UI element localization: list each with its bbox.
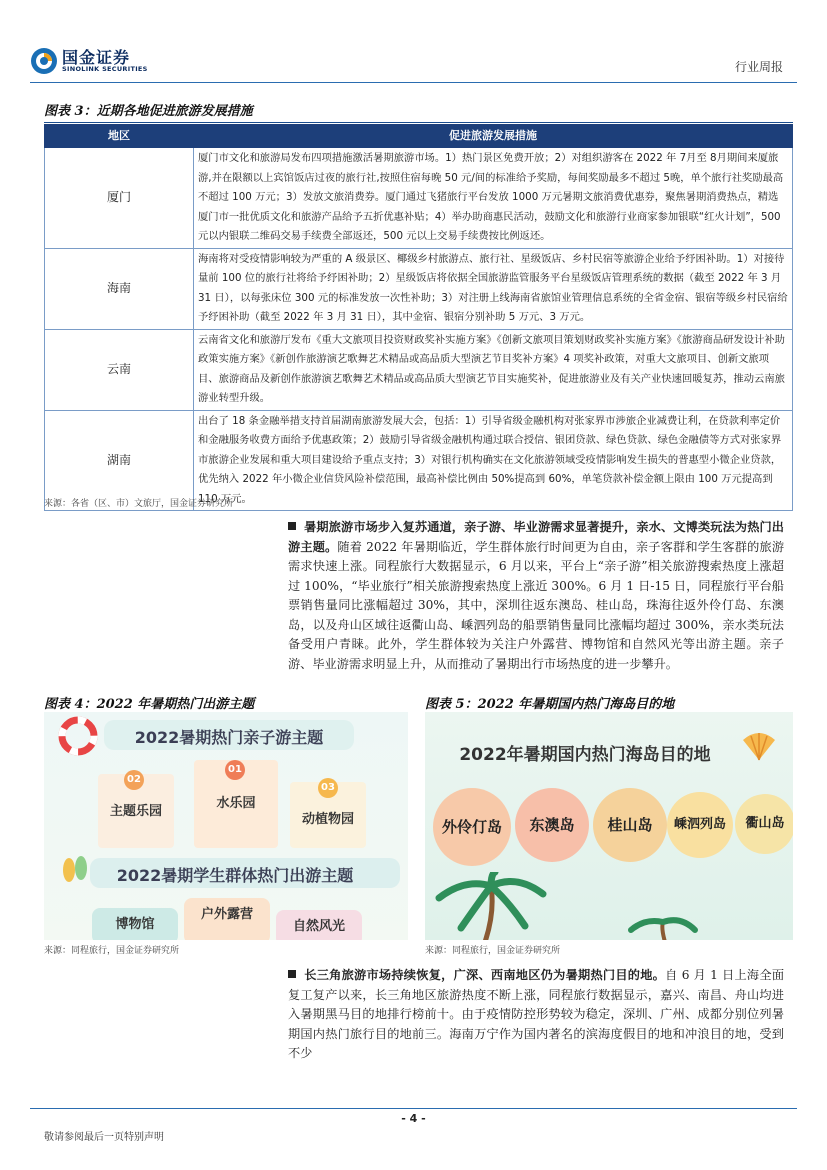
region-cell: 厦门	[45, 148, 194, 249]
island-bubble: 嵊泗列岛	[667, 792, 733, 858]
bullet-icon	[288, 522, 296, 530]
banner-islands-title: 2022年暑期国内热门海岛目的地	[459, 745, 711, 765]
figure4-image	[44, 712, 408, 940]
student-theme-card: 户外露营	[184, 898, 270, 940]
rank-badge: 01	[225, 760, 245, 780]
header-divider	[30, 82, 797, 83]
table-row	[45, 148, 793, 249]
bullet-icon	[288, 970, 296, 978]
footer-divider	[30, 1108, 797, 1109]
figure4-title: 图表 4：2022 年暑期热门出游主题	[44, 693, 408, 716]
table-header-row	[45, 125, 793, 148]
island-bubble: 东澳岛	[515, 788, 589, 862]
region-cell: 海南	[45, 248, 194, 329]
logo-text-en: SINOLINK SECURITIES	[62, 65, 148, 73]
paragraph-lead: 暑期旅游市场步入复苏通道，亲子游、毕业游需求显著提升，亲水、文博类玩法为热门出游主题。	[288, 520, 784, 554]
page-number: - 4 -	[401, 1112, 426, 1125]
paragraph-destinations	[288, 966, 784, 1064]
column-header-measures: 促进旅游发展措施	[194, 125, 793, 148]
region-cell: 湖南	[45, 410, 194, 511]
region-cell: 云南	[45, 329, 194, 410]
theme-label: 主题乐园	[109, 804, 162, 819]
figure4-source: 来源：同程旅行，国金证券研究所	[44, 946, 180, 956]
page-header	[0, 0, 827, 90]
paragraph-lead: 长三角旅游市场持续恢复，广深、西南地区仍为暑期热门目的地。	[304, 968, 666, 982]
table-row	[45, 329, 793, 410]
paragraph-summer-recovery	[288, 518, 784, 674]
figure3-title: 图表 3：近期各地促进旅游发展措施	[44, 100, 793, 123]
measures-cell: 云南省文化和旅游厅发布《重大文旅项目投资财政奖补实施方案》《创新文旅项目策划财政奖补实施方案》《旅游商品研发设计补助政策实施方案》《新创作旅游演艺歌舞艺术精品或高品质大型演艺节目奖补方案》4 项奖补政策，对重大文旅项目、创新文旅项目、旅游商品及新创作旅游演艺歌舞艺术精品或高品质大型演艺节目实施奖补，促进旅游业及有关产业快速回暖复苏，推动云南旅游业转型升级。	[194, 329, 793, 410]
flip-flops-icon	[58, 852, 92, 886]
lifebuoy-icon	[58, 716, 98, 756]
table-row	[45, 248, 793, 329]
policy-table	[44, 124, 793, 511]
paragraph-body: 随着 2022 年暑期临近，学生群体旅行时间更为自由，亲子客群和学生客群的旅游需求快速上涨。同程旅行大数据显示，6 月以来，平台上“亲子游”相关旅游搜索热度上涨超过 100%，“毕业旅行”相关旅游搜索热度上涨近 300%。6 月 1 日-15 日，同程旅行平台船票销售量同比涨幅超过 30%，其中，深圳往返东澳岛、桂山岛，珠海往返外伶仃岛、东澳岛，以及舟山区域往返衢山岛、嵊泗列岛的船票销售量同比涨幅均超过 300%，亲水类玩法备受用户青睐。此外，学生群体较为关注户外露营、博物馆和自然风光等出游主题。亲子游、毕业游需求明显上升，从而推动了暑期出行市场热度的进一步攀升。	[288, 539, 785, 671]
disclaimer-note: 敬请参阅最后一页特别声明	[44, 1132, 164, 1143]
figure3-source: 来源：各省（区、市）文旅厅，国金证券研究所	[44, 499, 234, 509]
student-theme-card: 自然风光	[276, 910, 362, 940]
theme-label: 动植物园	[301, 812, 354, 827]
theme-label: 水乐园	[216, 796, 256, 811]
rank-badge: 03	[318, 778, 338, 798]
logo-text-cn: 国金证券	[62, 48, 131, 67]
figure5-image	[425, 712, 793, 940]
rank-badge: 02	[124, 770, 144, 790]
measures-cell: 出台了 18 条金融举措支持首届湖南旅游发展大会，包括：1）引导省级金融机构对张家界市涉旅企业减费让利，在贷款利率定价和金融服务收费方面给予优惠政策；2）鼓励引导省级金融机构通过联合授信、银团贷款、绿色贷款、绿色金融债等方式对张家界市旅游企业发展和重大项目建设给予重点支持；3）对银行机构确实在文化旅游领域受疫情影响发生损失的普惠型小微企业贷款，优先纳入 2022 年小微企业信贷风险补偿范围，最高补偿比例由 50%提高到 60%，单笔贷款补偿金额上限由 100 万元提高到 110 万元。	[194, 410, 793, 511]
island-bubble: 外伶仃岛	[433, 788, 511, 866]
palm-tree-icon	[425, 872, 793, 940]
island-bubble: 桂山岛	[593, 788, 667, 862]
measures-cell: 厦门市文化和旅游局发布四项措施激活暑期旅游市场。1）热门景区免费开放；2）对组织游客在 2022 年 7月至 8月期间来厦旅游,并在限额以上宾馆饭店过夜的旅行社,按照住宿每晚 50 元/间的标准给予奖励，每间奖励最多不超过 5晚，单个旅行社奖励最高不超过 100 万元；3）发放文旅消费券。厦门通过飞猪旅行平台发放 1000 万元暑期文旅消费优惠券，聚焦暑期消费热点，精选厦门市一批优质文化和旅游产品给予五折优惠补贴；4）举办助商惠民活动，鼓励文化和旅游行业商家参加银联“红火计划”，500 元以内银联二维码交易手续费全部返还，500 元以上交易手续费按比例返还。	[194, 148, 793, 249]
figure5-source: 来源：同程旅行，国金证券研究所	[425, 946, 561, 956]
column-header-region: 地区	[45, 125, 194, 148]
banner-family-title: 2022暑期热门亲子游主题	[134, 728, 324, 747]
company-logo	[30, 45, 170, 77]
seashell-icon	[739, 730, 779, 762]
document-type: 行业周报	[734, 60, 783, 74]
paragraph-body: 自 6 月 1 日上海全面复工复产以来，长三角地区旅游热度不断上涨，同程旅行数据显示，嘉兴、南昌、舟山均进入暑期黑马目的地排行榜前十。由于疫情防控形势较为稳定，深圳、广州、成都分别位列暑期国内热门旅行目的地前三。海南万宁作为国内著名的滨海度假目的地和冲浪目的地，受到不少	[288, 968, 785, 1060]
student-theme-card: 博物馆	[92, 908, 178, 940]
logo-emblem-icon	[30, 47, 58, 75]
figure5-title: 图表 5：2022 年暑期国内热门海岛目的地	[425, 693, 793, 716]
banner-students-title: 2022暑期学生群体热门出游主题	[116, 866, 354, 885]
measures-cell: 海南将对受疫情影响较为严重的 A 级景区、椰级乡村旅游点、旅行社、星级饭店、乡村民宿等旅游企业给予纾困补助。1）对接待量前 100 位的旅行社将给予纾困补助；2）星级饭店将依据全国旅游监管服务平台星级饭店管理系统的数据（截至 2022 年 3 月 31 日），以每张床位 300 元的标准发放一次性补助；3）对注册上线海南省旅馆业管理信息系统的全省金宿、银宿等级乡村民宿给予纾困补助（截至 2022 年 3 月 31 日），其中金宿、银宿分别补助 5 万元、3 万元。	[194, 248, 793, 329]
island-bubble: 衢山岛	[735, 794, 793, 854]
